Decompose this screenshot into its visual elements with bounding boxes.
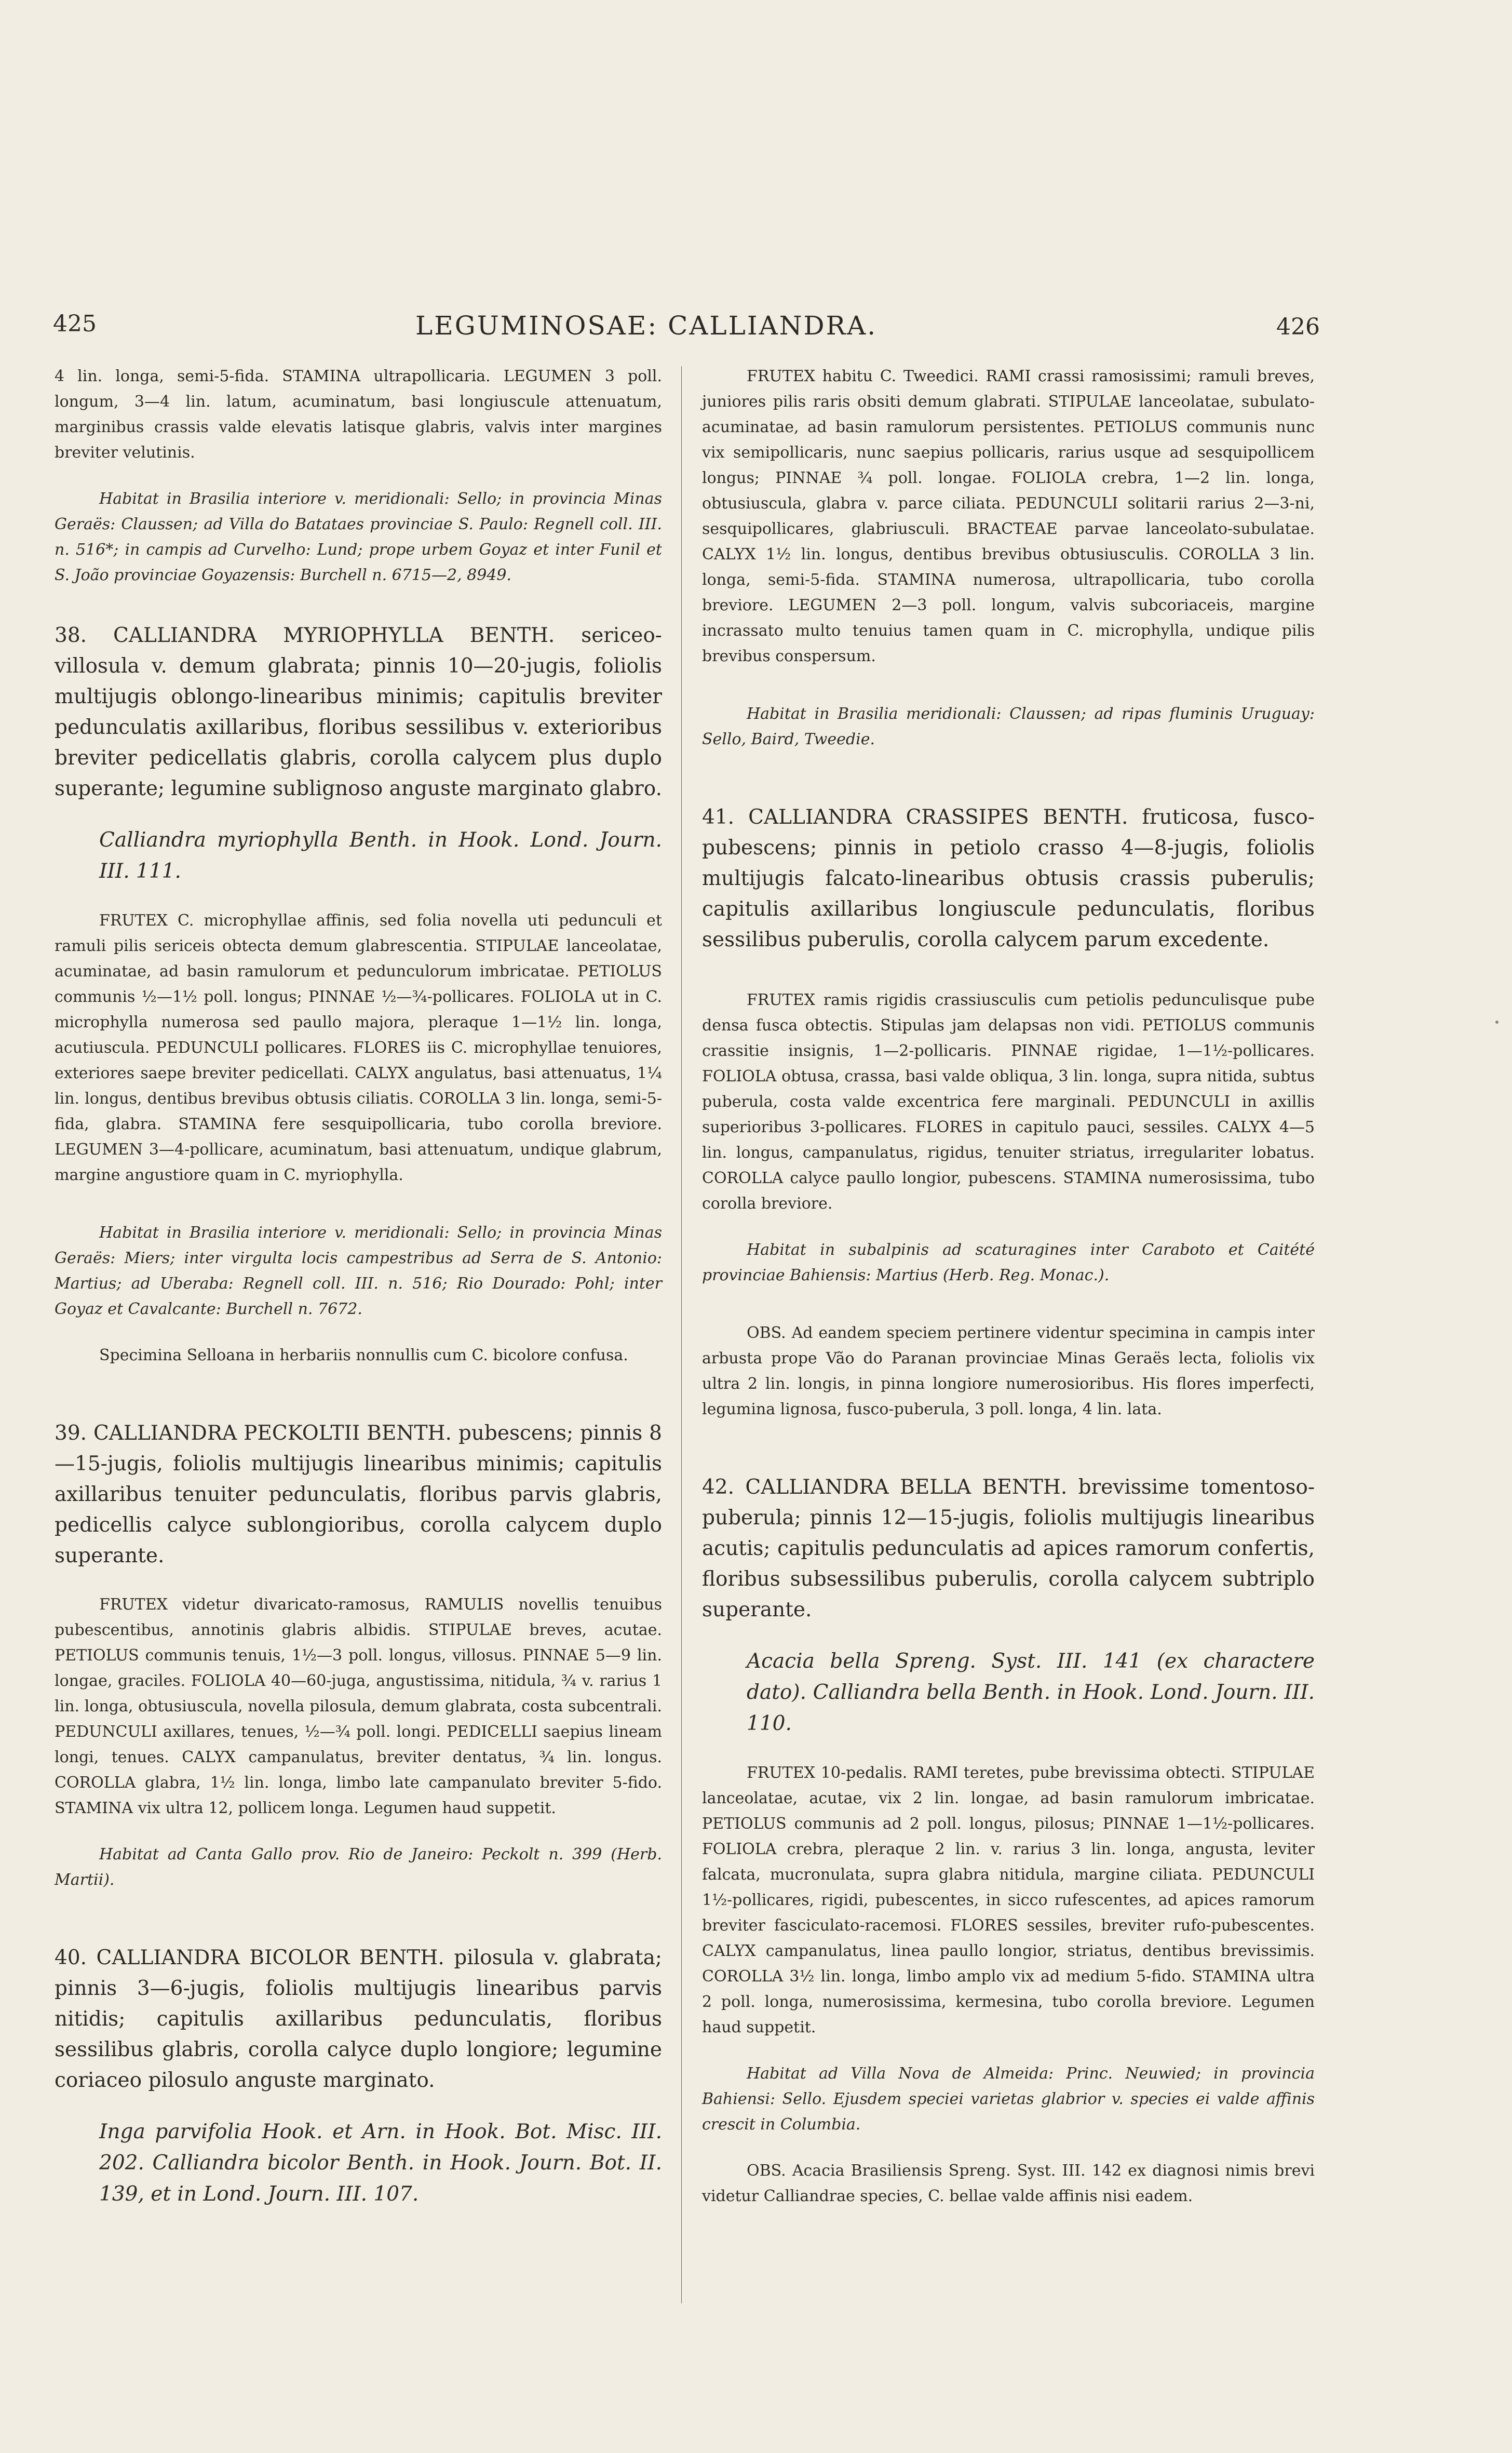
synonymy: Acacia bella Spreng. Syst. III. 141 (ex charactere dato). Calliandra bella Benth. in Hook. Lond. Journ. III. 110. [747,1650,1315,1735]
paragraph-gap [55,465,662,486]
habitat-note: Habitat in subalpinis ad scaturagines inter Caraboto et Caitété provinciae Bahiensis: Martius (Herb. Reg. Monac.). [702,1241,1315,1284]
habitat-note: Habitat in Brasilia interiore v. meridionali: Sello; in provincia Minas Geraës: Claussen; ad Villa do Batataes provinciae S. Paulo: Regnell coll. III. n. 516*; in campis ad Curvelho: Lund; prope urbem Goyaz et inter Funil et S. João provinciae Goyazensis: Burchell n. 6715—2, 8949. [55,490,662,584]
paragraph-gap [702,955,1315,987]
column-divider [681,366,682,2303]
habitat-note: Habitat in Brasilia meridionali: Claussen; ad ripas fluminis Uruguay: Sello, Baird, Tweedie. [702,705,1315,748]
paragraph-gap [702,2137,1315,2158]
species-heading: 38. CALLIANDRA MYRIOPHYLLA BENTH. sericeo-villosula v. demum glabrata; pinnis 10—20-jugis, foliolis multijugis oblongo-linearibus minimis; capitulis breviter pedunculatis axillaribus, floribus sessilibus v. exterioribus breviter pedicellatis glabris, corolla calycem plus duplo superante; legumine sublignoso anguste marginato glabro. [55,624,662,800]
running-title: LEGUMINOSAE: CALLIANDRA. [415,311,878,341]
description-paragraph: 4 lin. longa, semi-5-fida. STAMINA ultrapollicaria. LEGUMEN 3 poll. longum, 3—4 lin. latum, acuminatum, basi longiuscule attenuatum, marginibus crassis valde elevatis latisque glabris, valvis inter margines breviter velutinis. [55,367,662,462]
synonymy: Calliandra myriophylla Benth. in Hook. Lond. Journ. III. 111. [99,828,662,883]
paragraph-gap [702,1625,1315,1646]
paragraph-gap [702,1288,1315,1320]
description-paragraph: FRUTEX C. microphyllae affinis, sed folia novella uti pedunculi et ramuli pilis sericeis obtecta demum glabrescentia. STIPULAE lanceolatae, acuminatae, ad basin ramulorum et pedunculorum imbricatae. PETIOLUS communis ½—1½ poll. longus; PINNAE ½—¾-pollicares. FOLIOLA ut in C. microphylla numerosa sed paullo majora, pleraque 1—1½ lin. longa, acutiuscula. PEDUNCULI pollicares. FLORES iis C. microphyllae tenuiores, exteriores saepe breviter pedicellati. CALYX angulatus, basi attenuatus, 1¼ lin. longus, dentibus brevibus obtusis ciliatis. COROLLA 3 lin. longa, semi-5-fida, glabra. STAMINA fere sesquipollicaria, tubo corolla breviore. LEGUMEN 3—4-pollicare, acuminatum, basi attenuatum, undique glabrum, margine angustiore quam in C. myriophylla. [55,912,662,1184]
habitat-note: Habitat in Brasilia interiore v. meridionali: Sello; in provincia Minas Geraës: Miers; inter virgulta locis campestribus ad Serra de S. Antonio: Martius; ad Uberaba: Regnell coll. III. n. 516; Rio Dourado: Pohl; inter Goyaz et Cavalcante: Burchell n. 7672. [55,1224,662,1318]
paragraph-gap [702,669,1315,701]
paragraph-gap [702,752,1315,802]
habitat-note: Habitat ad Villa Nova de Almeida: Princ. Neuwied; in provincia Bahiensi: Sello. Ejusdem speciei varietas glabrior v. species ei valde affinis crescit in Columbia. [702,2065,1315,2134]
paragraph-gap [702,2040,1315,2061]
species-heading: 41. CALLIANDRA CRASSIPES BENTH. fruticosa, fusco-pubescens; pinnis in petiolo crasso 4—8-jugis, foliolis multijugis falcato-linearibus obtusis crassis puberulis; capitulis axillaribus longiuscule pedunculatis, floribus sessilibus puberulis, corolla calycem parum excedente. [702,806,1315,951]
description-paragraph: Specimina Selloana in herbariis nonnullis cum C. bicolore confusa. [99,1346,628,1364]
paragraph-gap [55,588,662,620]
species-heading: 39. CALLIANDRA PECKOLTII BENTH. pubescens; pinnis 8—15-jugis, foliolis multijugis linearibus minimis; capitulis axillaribus tenuiter pedunculatis, floribus parvis glabris, pedicellis calyce sublongioribus, corolla calycem duplo superante. [55,1422,662,1567]
paragraph-gap [55,1368,662,1418]
running-header [0,311,1512,342]
paragraph-gap [55,1188,662,1220]
habitat-note: Habitat ad Canta Gallo prov. Rio de Janeiro: Peckolt n. 399 (Herb. Martii). [55,1845,662,1889]
description-paragraph: FRUTEX ramis rigidis crassiusculis cum petiolis pedunculisque pube densa fusca obtectis. Stipulas jam delapsas non vidi. PETIOLUS communis crassitie insignis, 1—2-pollicaris. PINNAE rigidae, 1—1½-pollicares. FOLIOLA obtusa, crassa, basi valde obliqua, 3 lin. longa, supra nitida, subtus puberula, costa valde excentrica fere marginali. PEDUNCULI in axillis superioribus 3-pollicares. FLORES in capitulo pauci, sessiles. CALYX 4—5 lin. longus, campanulatus, rigidus, tenuiter striatus, irregulariter lobatus. COROLLA calyce paullo longior, pubescens. STAMINA numerosissima, tubo corolla breviore. [702,991,1315,1213]
paragraph-gap [55,887,662,908]
paragraph-gap [55,1893,662,1942]
paragraph-gap [702,1739,1315,1760]
right-column [702,364,1315,2209]
page-number-right: 426 [1276,314,1320,340]
paragraph-gap [702,1216,1315,1237]
paragraph-gap [55,2096,662,2116]
paragraph-gap [55,1322,662,1343]
description-paragraph: OBS. Acacia Brasiliensis Spreng. Syst. III. 142 ex diagnosi nimis brevi videtur Calliandrae species, C. bellae valde affinis nisi eadem. [702,2162,1315,2205]
description-paragraph: FRUTEX 10-pedalis. RAMI teretes, pube brevissima obtecti. STIPULAE lanceolatae, acutae, vix 2 lin. longae, ad basin ramulorum imbricatae. PETIOLUS communis ad 2 poll. longus, pilosus; PINNAE 1—1½-pollicares. FOLIOLA crebra, pleraque 2 lin. v. rarius 3 lin. longa, angusta, leviter falcata, mucronulata, supra glabra nitidula, margine ciliata. PEDUNCULI 1½-pollicares, rigidi, pubescentes, in sicco rufescentes, ad apices ramorum breviter fasciculato-racemosi. FLORES sessiles, breviter rufo-pubescentes. CALYX campanulatus, linea paullo longior, striatus, dentibus brevissimis. COROLLA 3½ lin. longa, limbo amplo vix ad medium 5-fido. STAMINA ultra 2 poll. longa, numerosissima, kermesina, tubo corolla breviore. Legumen haud suppetit. [702,1764,1315,2036]
species-heading: 40. CALLIANDRA BICOLOR BENTH. pilosula v. glabrata; pinnis 3—6-jugis, foliolis multijugis linearibus parvis nitidis; capitulis axillaribus pedunculatis, floribus sessilibus glabris, corolla calyce duplo longiore; legumine coriaceo pilosulo anguste marginato. [55,1946,662,2092]
description-paragraph: FRUTEX videtur divaricato-ramosus, RAMULIS novellis tenuibus pubescentibus, annotinis glabris albidis. STIPULAE breves, acutae. PETIOLUS communis tenuis, 1½—3 poll. longus, villosus. PINNAE 5—9 lin. longae, graciles. FOLIOLA 40—60-juga, angustissima, nitidula, ¾ v. rarius 1 lin. longa, obtusiuscula, novella pilosula, demum glabrata, costa subcentrali. PEDUNCULI axillares, tenues, ½—¾ poll. longi. PEDICELLI saepius lineam longi, tenues. CALYX campanulatus, breviter dentatus, ¾ lin. longus. COROLLA glabra, 1½ lin. longa, limbo late campanulato breviter 5-fido. STAMINA vix ultra 12, pollicem longa. Legumen haud suppetit. [55,1596,662,1817]
description-paragraph: FRUTEX habitu C. Tweedici. RAMI crassi ramosissimi; ramuli breves, juniores pilis raris obsiti demum glabrati. STIPULAE lanceolatae, subulato-acuminatae, ad basin ramulorum persistentes. PETIOLUS communis nunc vix semipollicaris, nunc saepius pollicaris, rarius usque ad sesquipollicem longus; PINNAE ¾ poll. longae. FOLIOLA crebra, 1—2 lin. longa, obtusiuscula, glabra v. parce ciliata. PEDUNCULI solitarii rarius 2—3-ni, sesquipollicares, glabriusculi. BRACTEAE parvae lanceolato-subulatae. CALYX 1½ lin. longus, dentibus brevibus obtusiusculis. COROLLA 3 lin. longa, semi-5-fida. STAMINA numerosa, ultrapollicaria, tubo corolla breviore. LEGUMEN 2—3 poll. longum, valvis subcoriaceis, margine incrassato multo tenuius tamen quam in C. microphylla, undique pilis brevibus conspersum. [702,367,1315,665]
paragraph-gap [55,804,662,825]
page-number-left: 425 [53,311,97,337]
paragraph-gap [55,1571,662,1592]
paper-speck [1495,1021,1499,1024]
left-column [55,364,662,2210]
paragraph-gap [55,1821,662,1842]
description-paragraph: OBS. Ad eandem speciem pertinere videntur specimina in campis inter arbusta prope Vão do Paranan provinciae Minas Geraës lecta, foliolis vix ultra 2 lin. longis, in pinna longiore numerosioribus. His flores imperfecti, legumina lignosa, fusco-puberula, 3 poll. longa, 4 lin. lata. [702,1324,1315,1418]
paragraph-gap [702,1422,1315,1472]
synonymy: Inga parvifolia Hook. et Arn. in Hook. Bot. Misc. III. 202. Calliandra bicolor Benth. in Hook. Journ. Bot. II. 139, et in Lond. Journ. III. 107. [99,2120,662,2206]
species-heading: 42. CALLIANDRA BELLA BENTH. brevissime tomentoso-puberula; pinnis 12—15-jugis, foliolis multijugis linearibus acutis; capitulis pedunculatis ad apices ramorum confertis, floribus subsessilibus puberulis, corolla calycem subtriplo superante. [702,1476,1315,1621]
